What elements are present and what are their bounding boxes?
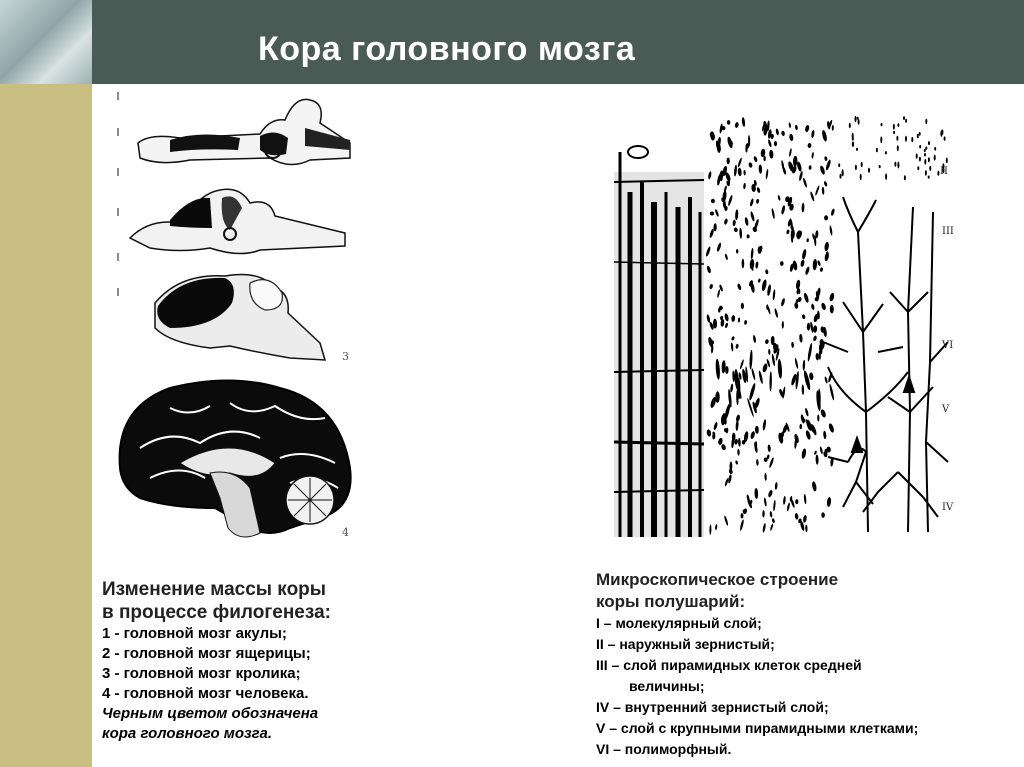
nissl-cell	[720, 319, 724, 327]
nissl-cell	[805, 125, 810, 133]
golgi-top-cell	[919, 132, 921, 136]
nissl-cell	[824, 376, 828, 384]
nissl-cell	[819, 446, 823, 454]
cortex-layer-4: IV – внутренний зернистый слой;	[596, 699, 829, 715]
golgi-top-cell	[903, 116, 905, 120]
nissl-cell	[762, 419, 767, 431]
layer-label-ii: II	[940, 166, 948, 177]
nissl-cell	[762, 523, 766, 533]
nissl-cell	[807, 343, 813, 362]
nissl-cell	[830, 208, 835, 216]
nissl-cell	[732, 220, 736, 227]
nissl-cell	[754, 488, 758, 499]
golgi-top-cell	[842, 172, 844, 176]
nissl-cell	[713, 223, 716, 231]
nissl-cell	[817, 414, 819, 421]
nissl-cell	[749, 259, 754, 270]
golgi-top-cell	[855, 165, 857, 170]
nissl-cell	[802, 384, 805, 394]
nissl-cell	[738, 438, 741, 447]
golgi-top-cell	[897, 145, 899, 151]
nissl-cell	[766, 304, 768, 310]
nissl-cell	[768, 349, 770, 355]
nissl-cell	[781, 160, 785, 171]
golgi-top-cell	[925, 147, 927, 150]
nissl-cell	[826, 497, 831, 507]
nissl-cell	[714, 209, 719, 217]
nissl-cell	[715, 140, 722, 152]
nissl-cell	[705, 246, 711, 257]
nissl-cell	[765, 169, 768, 180]
nissl-cell	[724, 478, 729, 487]
nissl-cell	[802, 177, 807, 187]
nissl-cell	[821, 302, 827, 310]
nissl-cell	[711, 199, 716, 204]
header-corner-image	[0, 0, 92, 84]
golgi-top-cell	[919, 145, 921, 148]
nissl-cell	[769, 150, 774, 159]
cortex-layer-6: VI – полиморфный.	[596, 741, 732, 757]
nissl-cell	[815, 185, 821, 196]
golgi-top-cell	[925, 170, 927, 176]
nissl-cell	[802, 360, 805, 371]
nissl-cell	[730, 383, 734, 392]
nissl-cell	[798, 171, 803, 182]
nissl-cell	[716, 242, 722, 252]
nissl-cell	[767, 139, 772, 147]
golgi-top-cell	[944, 136, 946, 140]
nissl-cell	[764, 497, 768, 506]
nissl-cell	[795, 513, 799, 520]
nissl-cell	[799, 334, 803, 343]
golgi-top-cell	[861, 162, 863, 167]
golgi-top-cell	[879, 165, 881, 168]
nissl-cell	[767, 284, 772, 296]
nissl-cell	[755, 261, 759, 269]
nissl-cell	[769, 371, 772, 391]
nissl-cell	[718, 437, 724, 445]
nissl-cell	[781, 205, 786, 215]
nissl-cell	[773, 500, 776, 512]
golgi-top-cell	[876, 148, 878, 152]
nissl-cell	[822, 187, 825, 195]
nissl-cell	[771, 208, 775, 219]
phylogeny-item-2: 2 - головной мозг ящерицы;	[102, 645, 311, 662]
nissl-cell	[790, 498, 796, 508]
nissl-cell	[813, 325, 817, 333]
nissl-cell	[753, 442, 758, 453]
nissl-cell	[770, 523, 774, 531]
golgi-top-cell	[881, 123, 883, 126]
lizard-brain-drawing	[130, 189, 345, 253]
cortex-heading-line1: Микроскопическое строение	[596, 570, 839, 589]
golgi-top-cell	[885, 151, 887, 154]
nissl-cell	[807, 323, 811, 331]
nissl-cell	[717, 289, 721, 298]
nissl-cell	[793, 156, 798, 167]
nissl-cell	[761, 279, 767, 291]
nissl-cell	[758, 164, 762, 173]
nissl-cell	[744, 320, 747, 325]
cerebellum-lines	[288, 478, 332, 522]
nissl-cell	[811, 152, 814, 159]
nissl-cell	[767, 444, 771, 452]
nissl-cell	[813, 335, 818, 341]
nissl-cell	[829, 225, 833, 235]
nissl-cell	[739, 519, 744, 531]
nissl-cell	[795, 499, 798, 504]
nissl-cell	[829, 384, 835, 401]
golgi-top-cell	[880, 136, 882, 143]
golgi-top-cell	[904, 175, 906, 180]
cortex-layer-5: V – слой с крупными пирамидными клетками;	[596, 720, 919, 736]
fiber-stain-column	[614, 146, 704, 537]
golgi-top-cell	[893, 124, 895, 130]
nissl-cell	[731, 336, 735, 341]
golgi-top-cell	[934, 147, 936, 151]
nissl-cell	[799, 424, 802, 429]
golgi-top-cell	[893, 131, 895, 134]
nissl-cell	[801, 203, 804, 213]
nissl-cell	[727, 120, 731, 125]
nissl-cell	[819, 267, 823, 272]
nissl-cell	[805, 266, 811, 275]
nissl-cell	[732, 370, 735, 382]
nissl-cell	[769, 457, 775, 469]
cortex-layer-1: I – молекулярный слой;	[596, 615, 762, 631]
nissl-cell	[742, 259, 745, 269]
nissl-cell	[765, 339, 769, 344]
golgi-top-cell	[860, 174, 862, 180]
nissl-cell	[734, 165, 738, 177]
nissl-cell	[738, 317, 741, 322]
nissl-cell	[750, 248, 753, 260]
left-accent-bar	[0, 84, 92, 767]
nissl-cell	[748, 162, 753, 168]
nissl-cell	[743, 170, 746, 176]
nissl-cell	[830, 305, 834, 314]
phylogeny-caption	[102, 578, 402, 744]
nissl-cell	[744, 217, 749, 226]
layer-label-vi: VI	[942, 340, 954, 351]
nissl-cell	[789, 148, 793, 157]
nissl-cell	[731, 342, 734, 351]
cortex-layers-figure	[608, 112, 960, 542]
golgi-top-cell	[928, 141, 930, 145]
cortex-caption	[596, 569, 1016, 760]
nissl-cell	[821, 130, 828, 142]
golgi-top-cell	[840, 174, 842, 179]
nissl-cell	[721, 444, 727, 451]
golgi-top-cell	[924, 153, 926, 156]
golgi-top-cell	[849, 123, 851, 128]
golgi-top-cell	[924, 149, 926, 152]
golgi-top-cell	[894, 162, 896, 167]
nissl-cell	[767, 489, 773, 497]
nissl-cell	[713, 319, 717, 329]
cortex-layer-2: II – наружный зернистый;	[596, 636, 775, 652]
golgi-top-cell	[919, 157, 921, 162]
golgi-top-cell	[916, 154, 918, 159]
golgi-top-cell	[946, 158, 948, 164]
nissl-cell	[710, 211, 714, 215]
nissl-cell	[724, 253, 728, 260]
golgi-top-cell	[858, 119, 860, 124]
nissl-cell	[828, 423, 835, 433]
nissl-cell	[814, 450, 817, 455]
golgi-top-cell	[911, 137, 913, 142]
nissl-cell	[706, 265, 711, 273]
nissl-cell	[794, 358, 799, 369]
nissl-cell	[780, 298, 785, 307]
nissl-cell	[821, 512, 825, 518]
nissl-cell	[737, 168, 742, 177]
nissl-cell	[735, 209, 739, 220]
nissl-cell	[786, 229, 790, 234]
nissl-cell	[777, 195, 780, 201]
nissl-cell	[811, 130, 815, 139]
golgi-top-cell	[885, 173, 887, 180]
nissl-cell	[824, 215, 828, 220]
nissl-cell	[782, 321, 784, 329]
nissl-cell	[775, 482, 778, 490]
phylogeny-note-line2: кора головного мозга.	[102, 725, 273, 742]
nissl-cell	[805, 430, 811, 440]
golgi-top-cell	[928, 176, 930, 179]
layer-label-iv: IV	[942, 502, 954, 513]
golgi-top-cell	[934, 155, 936, 161]
nissl-cell	[775, 128, 779, 135]
nissl-cell	[820, 409, 827, 418]
nissl-cell	[739, 228, 742, 239]
golgi-top-cell	[929, 166, 931, 171]
nissl-cell	[810, 321, 814, 332]
phylogeny-item-4: 4 - головной мозг человека.	[102, 685, 309, 702]
nissl-cell	[727, 195, 733, 207]
nissl-cell	[806, 238, 809, 242]
shark-brain-drawing	[138, 99, 350, 164]
nissl-cell	[815, 454, 818, 464]
nissl-cell	[724, 322, 728, 328]
golgi-top-cell	[940, 130, 942, 137]
nissl-cell	[735, 460, 739, 465]
golgi-top-cell	[852, 136, 854, 140]
golgi-top-cell	[917, 134, 919, 139]
layer-label-iii: III	[942, 226, 954, 237]
phylogeny-heading-line1: Изменение массы коры	[102, 579, 327, 600]
golgi-top-cell	[855, 116, 857, 122]
nissl-cell	[794, 302, 798, 309]
nissl-cell	[743, 183, 746, 190]
phylogeny-heading-line2: в процессе филогенеза:	[102, 602, 331, 623]
nissl-cell	[769, 511, 772, 518]
nissl-cell	[724, 313, 729, 322]
nissl-cell	[709, 524, 711, 534]
nissl-cell	[829, 292, 835, 301]
nissl-cell	[755, 426, 759, 434]
nissl-cell	[807, 143, 811, 148]
brain-number-3: 3	[342, 350, 349, 363]
nissl-cell	[749, 350, 753, 370]
nissl-cell	[819, 165, 826, 175]
nissl-cell	[748, 383, 756, 401]
nissl-cell	[824, 242, 829, 252]
golgi-top-cell	[897, 162, 899, 169]
golgi-top-cell	[896, 136, 898, 141]
nissl-stain-column	[705, 116, 948, 535]
nissl-cell	[765, 269, 769, 274]
nissl-cell	[791, 342, 794, 348]
nissl-cell	[788, 122, 791, 128]
nissl-cell	[727, 158, 730, 165]
golgi-top-cell	[868, 168, 870, 173]
nissl-cell	[783, 496, 786, 505]
phylogeny-item-1: 1 - головной мозг акулы;	[102, 625, 287, 642]
nissl-cell	[809, 165, 812, 170]
nissl-cell	[706, 429, 711, 437]
nissl-cell	[737, 449, 740, 456]
nissl-cell	[762, 510, 765, 517]
nissl-cell	[804, 408, 809, 417]
nissl-cell	[803, 515, 808, 523]
nissl-cell	[803, 292, 809, 303]
nissl-cell	[753, 335, 757, 343]
nissl-cell	[758, 278, 761, 283]
nissl-cell	[724, 515, 729, 526]
nissl-cell	[832, 125, 834, 131]
rabbit-brain-drawing	[155, 275, 349, 364]
golgi-top-cell	[905, 136, 907, 142]
nissl-cell	[741, 303, 744, 309]
nissl-cell	[728, 469, 733, 475]
nissl-cell	[731, 315, 735, 322]
nissl-cell	[735, 414, 740, 422]
layer-label-v: V	[942, 404, 950, 415]
nissl-cell	[823, 431, 827, 440]
nissl-cell	[772, 289, 775, 300]
nissl-cell	[739, 359, 744, 370]
golgi-stain-column	[823, 197, 948, 532]
cortex-layer-3-cont: величины;	[629, 678, 705, 694]
nissl-cell	[809, 372, 814, 380]
nissl-cell	[750, 211, 755, 222]
nissl-cell	[737, 283, 742, 290]
nissl-cell	[762, 363, 768, 373]
nissl-cell	[737, 157, 742, 167]
nissl-cell	[774, 308, 779, 318]
nissl-cell	[709, 284, 714, 290]
nissl-cell	[708, 171, 712, 179]
golgi-top-cell	[924, 159, 926, 165]
nissl-cell	[801, 249, 807, 260]
nissl-cell	[726, 428, 729, 434]
brain-phylogeny-figure	[110, 88, 370, 550]
nissl-cell	[810, 191, 815, 201]
golgi-top-cell	[838, 163, 840, 167]
nissl-cell	[741, 117, 745, 127]
nissl-cell	[805, 524, 807, 532]
nissl-cell	[763, 156, 765, 162]
nissl-cell	[811, 303, 815, 310]
nissl-cell	[777, 359, 782, 379]
nissl-cell	[753, 156, 758, 163]
nissl-cell	[795, 125, 798, 130]
nissl-cell	[715, 359, 720, 380]
nissl-cell	[801, 314, 805, 319]
nissl-cell	[746, 234, 749, 238]
golgi-top-cell	[925, 119, 927, 125]
nissl-cell	[733, 227, 738, 232]
golgi-top-cell	[897, 123, 899, 127]
golgi-top-cell	[928, 157, 930, 162]
nissl-cell	[713, 422, 718, 431]
nissl-cell	[715, 391, 720, 403]
golgi-top-cell	[856, 148, 858, 151]
nissl-cell	[789, 134, 794, 142]
phylogeny-item-3: 3 - головной мозг кролика;	[102, 665, 301, 682]
nissl-cell	[817, 260, 821, 267]
nissl-cell	[756, 199, 760, 204]
human-brain-drawing	[120, 381, 351, 540]
nissl-cell	[801, 448, 807, 459]
slide-header	[0, 0, 1024, 84]
brain-number-4: 4	[342, 526, 349, 539]
nissl-cell	[756, 459, 759, 466]
phylogeny-note-line1: Черным цветом обозначена	[102, 705, 319, 722]
nissl-cell	[815, 353, 819, 361]
nissl-cell	[734, 122, 739, 128]
nissl-cell	[735, 343, 739, 349]
nissl-cell	[749, 198, 754, 207]
nissl-cell	[736, 249, 739, 253]
nissl-cell	[812, 259, 817, 270]
nissl-cell	[800, 259, 805, 267]
nissl-cell	[721, 360, 726, 373]
golgi-top-cell	[857, 117, 859, 120]
nissl-cell	[781, 131, 785, 137]
slide-title: Кора головного мозга	[258, 30, 636, 68]
cortex-layer-3: III – слой пирамидных клеток средней	[596, 657, 862, 673]
nissl-cell	[780, 261, 784, 266]
nissl-cell	[764, 473, 767, 481]
nissl-cell	[756, 187, 761, 193]
nissl-cell	[774, 141, 777, 146]
nissl-cell	[803, 494, 806, 505]
nissl-cell	[715, 524, 718, 530]
nissl-cell	[811, 481, 817, 492]
golgi-top-cell	[852, 141, 854, 147]
nissl-cell	[772, 518, 776, 523]
nissl-cell	[711, 340, 714, 344]
cortex-heading-line2: коры полушарий:	[596, 592, 746, 611]
nissl-cell	[724, 218, 729, 225]
nissl-cell	[823, 181, 828, 187]
nissl-cell	[751, 368, 756, 380]
nissl-cell	[725, 366, 729, 374]
nissl-cell	[786, 502, 790, 511]
nissl-cell	[771, 353, 776, 366]
nissl-cell	[750, 431, 756, 440]
nissl-cell	[825, 159, 832, 171]
golgi-top-cell	[917, 166, 919, 170]
nissl-cell	[740, 513, 743, 518]
nissl-cell	[758, 370, 764, 384]
nissl-cell	[824, 156, 828, 161]
nissl-cell	[706, 314, 711, 323]
golgi-top-cell	[905, 119, 907, 123]
nissl-cell	[709, 228, 715, 238]
